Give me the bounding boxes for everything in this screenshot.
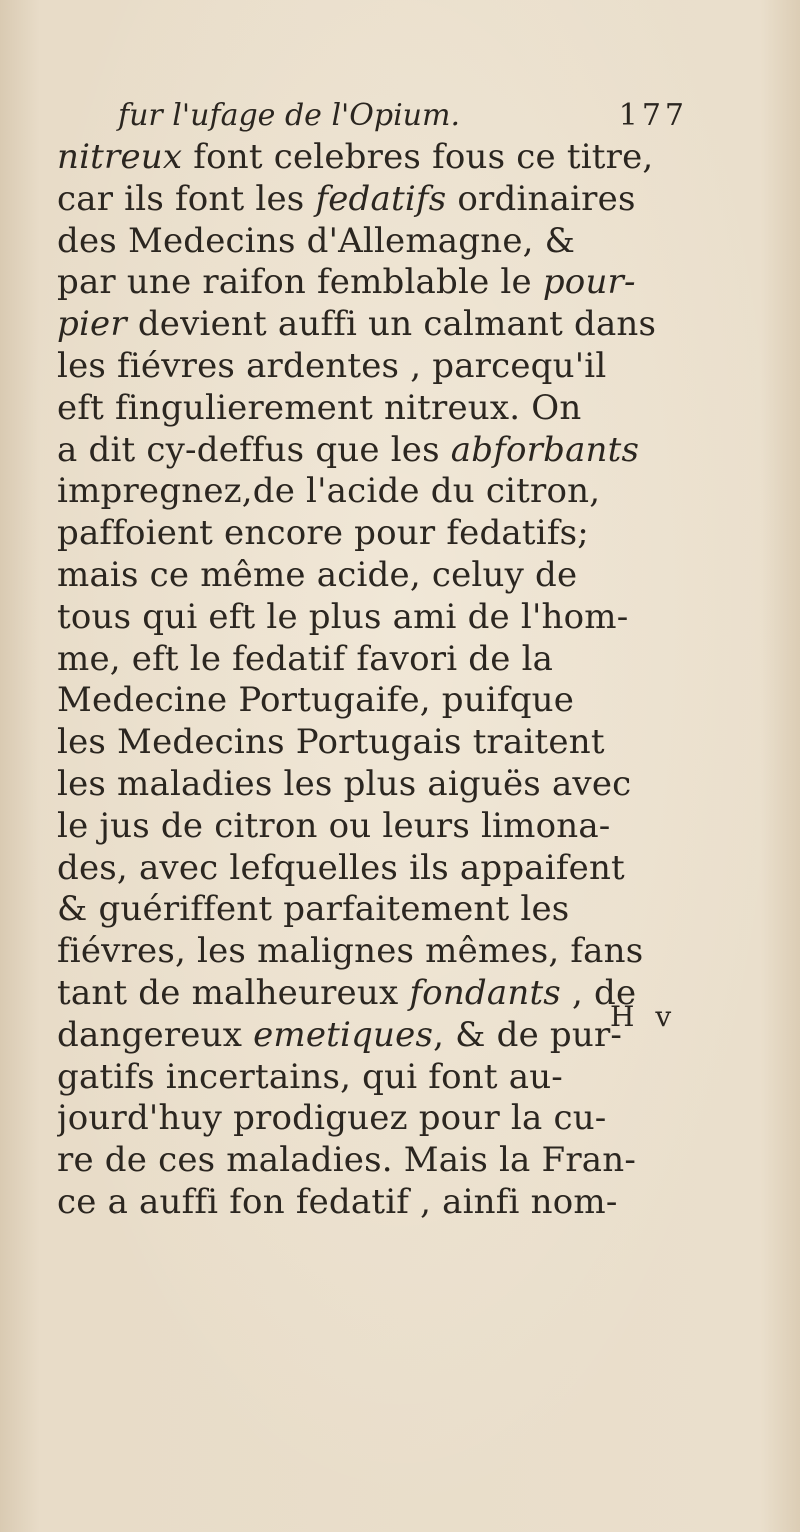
text-line (57, 430, 697, 472)
text-run: & guériffent parfaitement les (57, 889, 570, 930)
italic-text: abforbants (450, 429, 640, 470)
text-run: paffoient encore pour fedatifs; (57, 513, 589, 554)
text-line (57, 889, 697, 931)
text-run: dangereux (57, 1014, 254, 1055)
text-line (57, 388, 697, 430)
text-line (57, 471, 697, 513)
italic-text: emetiques (253, 1014, 434, 1055)
text-line (57, 680, 697, 722)
text-run: tant de malheureux (57, 972, 410, 1013)
text-run: les maladies les plus aiguës avec (57, 763, 632, 804)
text-run: Medecine Portugaife, puifque (57, 680, 575, 721)
text-line (57, 764, 697, 806)
text-line (57, 1015, 697, 1057)
text-run: des, avec lefquelles ils appaifent (57, 847, 625, 888)
text-run: re de ces maladies. Mais la Fran- (57, 1140, 637, 1181)
text-run: les Medecins Portugais traitent (57, 722, 605, 763)
body-text (57, 137, 697, 1224)
text-line (57, 973, 697, 1015)
text-run: eft fingulierement nitreux. On (57, 387, 582, 428)
text-run: font celebres fous ce titre, (182, 137, 654, 177)
italic-text: fedatifs (315, 178, 447, 219)
signature-mark: H v (610, 1000, 678, 1033)
text-run: des Medecins d'Allemagne, & (57, 220, 576, 261)
text-run: gatifs incertains, qui font au- (57, 1056, 563, 1097)
text-run: fiévres, les malignes mêmes, fans (57, 931, 644, 972)
text-line (57, 346, 697, 388)
text-line (57, 137, 697, 179)
italic-text: pier (57, 304, 127, 345)
text-line (57, 931, 697, 973)
text-run: a dit cy-deffus que les (57, 429, 451, 470)
text-run: le jus de citron ou leurs limona- (57, 805, 611, 846)
text-run: car ils font les (57, 178, 316, 219)
italic-text: fondants (409, 972, 561, 1013)
text-line (57, 179, 697, 221)
text-run: tous qui eft le plus ami de l'hom- (57, 596, 629, 637)
page-number: 177 (618, 98, 688, 133)
text-line (57, 262, 697, 304)
text-line (57, 221, 697, 263)
text-run: ce a auffi fon fedatif , ainfi nom- (57, 1181, 618, 1222)
italic-text: pour- (542, 262, 636, 303)
text-line (57, 1182, 697, 1224)
text-line (57, 304, 697, 346)
italic-text: nitreux (57, 137, 183, 177)
text-line (57, 1140, 697, 1182)
text-run: , de (560, 972, 637, 1013)
text-run: impregnez,de l'acide du citron, (57, 471, 601, 512)
text-line (57, 639, 697, 681)
text-line (57, 1057, 697, 1099)
text-run: les fiévres ardentes , parcequ'il (57, 345, 607, 386)
text-line (57, 722, 697, 764)
text-run: me, eft le fedatif favori de la (57, 638, 554, 679)
text-line (57, 555, 697, 597)
text-run: jourd'huy prodiguez pour la cu- (57, 1098, 607, 1139)
text-run: devient auffi un calmant dans (126, 304, 657, 345)
text-run: par une raifon femblable le (57, 262, 543, 303)
text-line (57, 1098, 697, 1140)
text-line (57, 513, 697, 555)
text-line (57, 806, 697, 848)
text-run: , & de pur- (433, 1014, 623, 1055)
text-line (57, 848, 697, 890)
text-line (57, 597, 697, 639)
running-title: fur l'ufage de l'Opium. (118, 98, 460, 133)
text-run: ordinaires (446, 178, 636, 219)
text-run: mais ce même acide, celuy de (57, 554, 578, 595)
